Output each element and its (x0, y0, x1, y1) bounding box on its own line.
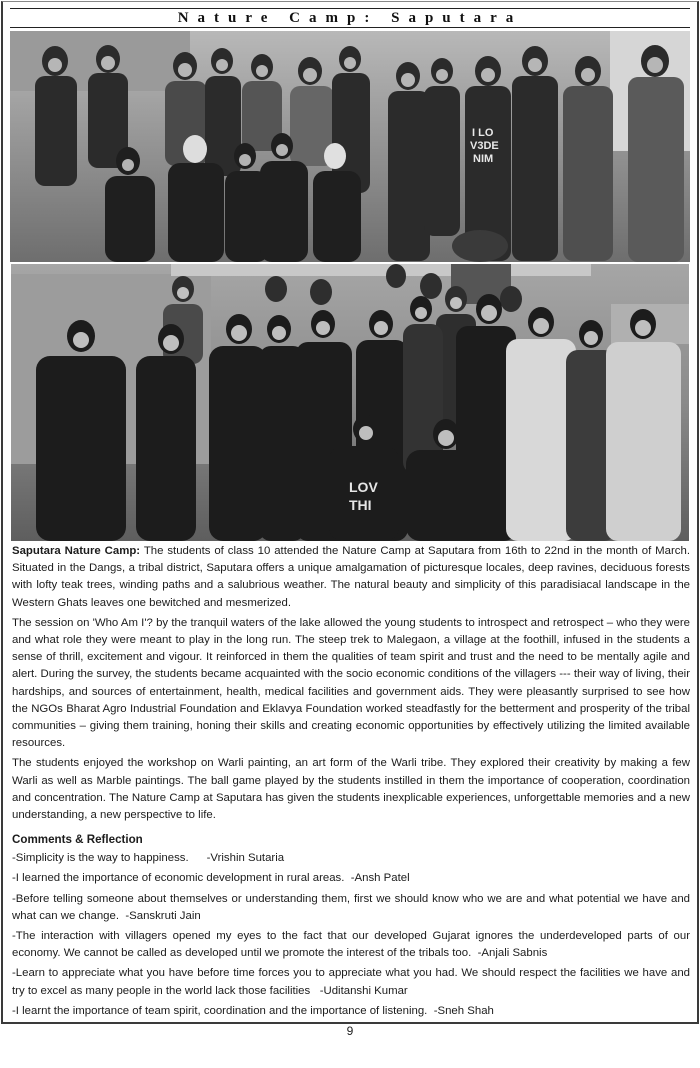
comment-author: -Sanskruti Jain (125, 909, 201, 922)
group-photo-2 (11, 264, 689, 541)
comment-text: -Before telling someone about themselves or understanding them, first we should know who we are and what potential we have and what can we change. (12, 892, 690, 922)
comment-text: -I learnt the importance of team spirit, coordination and the importance of listening. (12, 1004, 428, 1017)
comment-text: -Learn to appreciate what you have before time forces you to appreciate what you had. We should respect the facilities we have and try to excel as many people in the world lack those facilities (12, 967, 690, 997)
article-paragraph-1-text: The students of class 10 attended the Nature Camp at Saputara from 16th to 22nd in the month of March. Situated in the Dangs, a tribal district, Saputara offers a unique amalgamation of picturesque locales, deep ravines, deciduous forests with lofty teak trees, winding paths and a salubrious weather. The natural beauty and simplicity of this paradisiacal landscape in the Western Ghats leaves one bewitched and mesmerized. (12, 545, 690, 609)
comment-author: -Vrishin Sutaria (206, 852, 285, 865)
group-photo-2-image (11, 264, 689, 541)
comment-author: -Sneh Shah (433, 1004, 494, 1017)
article-lead: Saputara Nature Camp: (12, 545, 141, 557)
comment-item (12, 850, 690, 867)
page-title: Nature Camp: Saputara (177, 9, 523, 26)
svg-text:THI: THI (349, 497, 372, 513)
comment-text: -I learned the importance of economic development in rural areas. (12, 872, 345, 885)
comments-heading: Comments & Reflection (12, 833, 143, 846)
comment-author: -Ansh Patel (350, 872, 410, 885)
comment-text: -The interaction with villagers opened my eyes to the fact that our developed Gujarat ignores the underdeveloped parts of our economy. We cannot be called as developed until we promote the interest of the tribals too. (12, 930, 690, 960)
page-number: 9 (346, 1024, 354, 1038)
article-body (12, 543, 690, 827)
comment-item (12, 965, 690, 999)
comment-item (12, 870, 690, 887)
header-band (10, 8, 690, 28)
svg-text:LOV: LOV (349, 479, 378, 495)
svg-text:V3DE: V3DE (470, 140, 499, 152)
comment-text: -Simplicity is the way to happiness. (12, 852, 189, 865)
comment-item (12, 891, 690, 925)
article-paragraph-1 (12, 543, 690, 612)
comment-item (12, 1003, 690, 1020)
svg-text:NIM: NIM (473, 153, 494, 165)
comment-author: -Uditanshi Kumar (319, 984, 408, 997)
article-paragraph-3: The students enjoyed the workshop on Warli painting, an art form of the Warli tribe. They explored their creativity by making a few Warli as well as Marble paintings. The ball game played by the students instilled in them the importance of cooperation, coordination and concentration. The Nature Camp at Saputara has given the students inexplicable experiences, unforgettable memories and a new understanding, a new perspective to life. (12, 757, 690, 822)
comment-item (12, 928, 690, 962)
comment-author: -Anjali Sabnis (477, 947, 548, 960)
comments-section (12, 831, 690, 1023)
group-photo-1-image (10, 31, 690, 262)
group-photo-1 (10, 31, 690, 262)
article-paragraph-2: The session on 'Who Am I'? by the tranquil waters of the lake allowed the young students to introspect and retrospect – who they were and what role they were meant to play in the long run. The steep trek to Malegaon, a village at the foothill, infused in the students a sense of thrill, excitement and vigour. It reinforced in them the qualities of team spirit and trust and the need to be mentally agile and alert. During the survey, the students became acquainted with the socio economic conditions of the villagers --- their way of living, their hardships, and sources of entertainment, health, medical facilities and government aids. They were pleasantly surprised to see how the NGOs Bharat Agro Industrial Foundation and Eklavya Foundation worked steadfastly for the betterment and prosperity of the tribal communities – giving them training, honing their skills and creating economic opportunities by effectively utilizing the limited available resources. (12, 616, 690, 750)
svg-text:I LO: I LO (472, 127, 494, 139)
